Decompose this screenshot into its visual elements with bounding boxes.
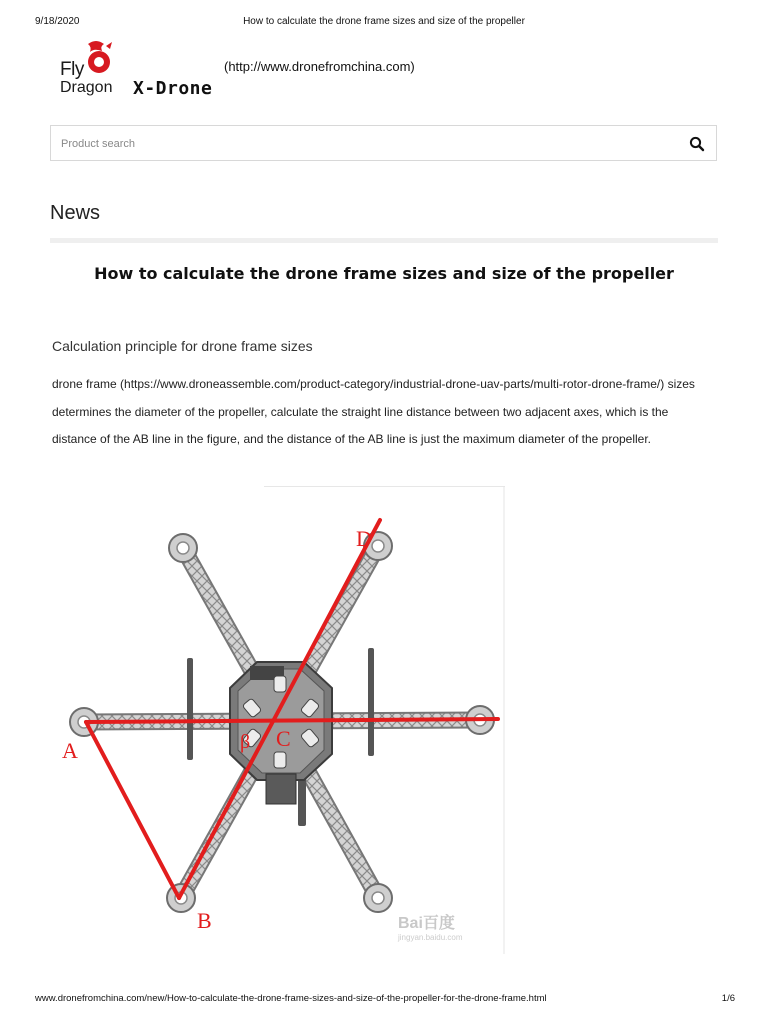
- section-divider: [50, 238, 718, 243]
- page-number: 1/6: [721, 993, 735, 1004]
- search-bar: [50, 125, 717, 161]
- label-b: B: [197, 908, 212, 933]
- label-beta: β: [240, 731, 251, 753]
- search-button[interactable]: [688, 135, 706, 153]
- print-title: How to calculate the drone frame sizes and size of the propeller: [243, 16, 525, 27]
- logo-dragon-text: Dragon: [60, 79, 113, 96]
- baidu-watermark-sub: jingyan.baidu.com: [398, 933, 463, 942]
- logo-fly-text: Fly: [60, 59, 84, 80]
- search-input[interactable]: [59, 134, 663, 154]
- article-subheading: Calculation principle for drone frame sizes: [52, 338, 313, 354]
- section-title: News: [50, 202, 101, 224]
- article-body: drone frame (https://www.droneassemble.com/product-category/industrial-drone-uav-parts/multi-rotor-drone-frame/) sizes determines the diameter of the propeller, calculate the straight line distance between two adjacent axes, which is the distance of the AB line in the figure, and the distance of the AB line is just the maximum diameter of the propeller.: [52, 377, 695, 446]
- label-d: D: [356, 526, 372, 551]
- site-logo[interactable]: [58, 38, 223, 100]
- print-date: 9/18/2020: [35, 16, 80, 27]
- label-c: C: [276, 726, 291, 751]
- logo-brand-text: X-Drone: [133, 78, 213, 99]
- baidu-watermark: Bai百度: [398, 915, 455, 932]
- drone-frame-figure: [52, 486, 505, 954]
- hexacopter-diagram: [52, 486, 505, 954]
- print-header: [0, 16, 768, 30]
- label-a: A: [62, 738, 78, 763]
- article-title: How to calculate the drone frame sizes and size of the propeller: [94, 264, 674, 283]
- search-icon: [688, 135, 706, 153]
- site-url[interactable]: (http://www.dronefromchina.com): [224, 59, 415, 74]
- footer-url: www.dronefromchina.com/new/How-to-calculate-the-drone-frame-sizes-and-size-of-the-propeller-for-the-drone-frame.html: [35, 993, 547, 1004]
- dragon-icon: [78, 38, 118, 78]
